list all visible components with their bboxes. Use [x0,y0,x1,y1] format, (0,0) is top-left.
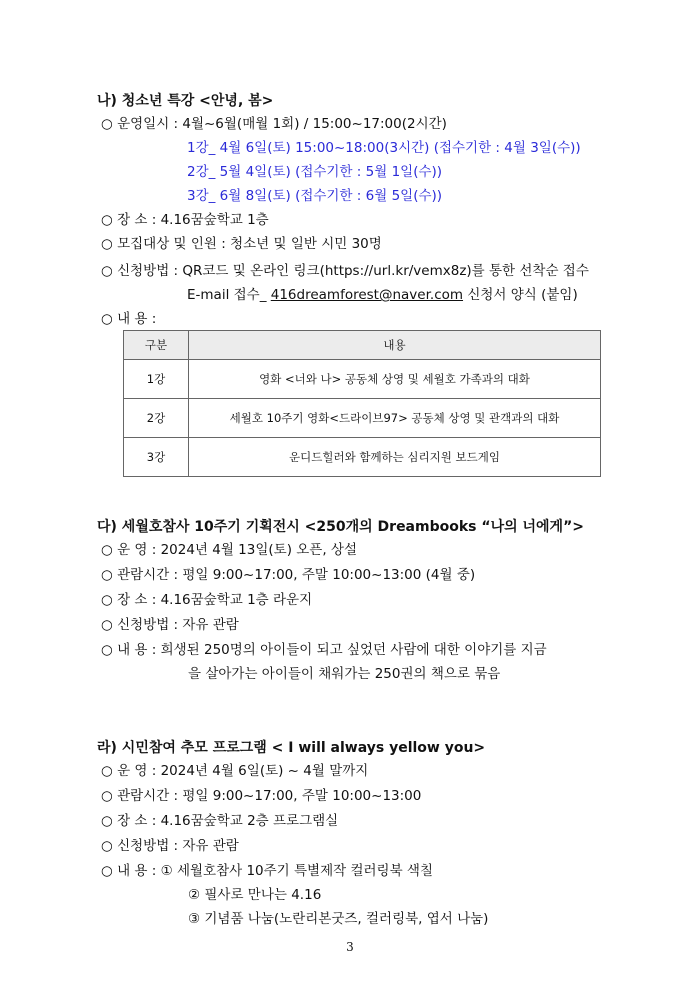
na-apply-line: ○ 신청방법 : QR코드 및 온라인 링크(https://url.kr/vemx8z)를 통한 선착순 접수 [101,263,589,279]
na-lecture-1: 1강_ 4월 6일(토) 15:00~18:00(3시간) (접수기한 : 4월 3일(수)) [187,140,581,156]
table-cell-content: 영화 <너와 나> 공동체 상영 및 세월호 가족과의 대화 [189,360,601,399]
table-row [124,438,601,477]
section-ra-heading: 라) 시민참여 추모 프로그램 < I will always yellow you> [97,740,486,756]
page-number: 3 [346,940,354,954]
da-apply-line: ○ 신청방법 : 자유 관람 [101,617,239,633]
na-lecture-2: 2강_ 5월 4일(토) (접수기한 : 5월 1일(수)) [187,164,443,180]
na-target-line: ○ 모집대상 및 인원 : 청소년 및 일반 시민 30명 [101,236,382,252]
ra-apply-line: ○ 신청방법 : 자유 관람 [101,838,239,854]
table-row [124,360,601,399]
na-content-table [123,330,601,477]
da-content-continued: 을 살아가는 아이들이 채워가는 250권의 책으로 묶음 [188,666,501,682]
na-email-link[interactable]: 416dreamforest@naver.com [270,287,464,303]
na-email-line [187,286,578,304]
da-hours-line: ○ 관람시간 : 평일 9:00~17:00, 주말 10:00~13:00 (4월 중) [101,567,476,583]
section-na-heading: 나) 청소년 특강 <안녕, 봄> [97,93,274,109]
table-header-content: 내용 [189,331,601,360]
na-schedule-line: ○ 운영일시 : 4월~6월(매월 1회) / 15:00~17:00(2시간) [101,116,447,132]
section-da-heading: 다) 세월호참사 10주기 기획전시 <250개의 Dreambooks “나의 너에게”> [97,519,584,535]
table-cell-content: 운디드힐러와 함께하는 심리지원 보드게임 [189,438,601,477]
table-row [124,399,601,438]
ra-operation-line: ○ 운 영 : 2024년 4월 6일(토) ~ 4월 말까지 [101,763,369,779]
na-email-prefix: E-mail 접수_ [187,287,271,303]
ra-content-line: ○ 내 용 : ① 세월호참사 10주기 특별제작 컬러링북 색칠 [101,863,434,879]
table-cell-category: 3강 [124,438,189,477]
da-operation-line: ○ 운 영 : 2024년 4월 13일(토) 오픈, 상설 [101,542,358,558]
na-email-suffix: 신청서 양식 (붙임) [463,287,578,303]
ra-location-line: ○ 장 소 : 4.16꿈숲학교 2층 프로그램실 [101,813,339,829]
na-location-line: ○ 장 소 : 4.16꿈숲학교 1층 [101,212,269,228]
na-content-label: ○ 내 용 : [101,311,157,327]
ra-content-item-3: ③ 기념품 나눔(노란리본굿즈, 컬러링북, 엽서 나눔) [188,911,489,927]
ra-hours-line: ○ 관람시간 : 평일 9:00~17:00, 주말 10:00~13:00 [101,788,422,804]
da-content-line: ○ 내 용 : 희생된 250명의 아이들이 되고 싶었던 사람에 대한 이야기를 지금 [101,642,547,658]
table-cell-content: 세월호 10주기 영화<드라이브97> 공동체 상영 및 관객과의 대화 [189,399,601,438]
table-header-row [124,331,601,360]
table-cell-category: 2강 [124,399,189,438]
table-header-category: 구분 [124,331,189,360]
ra-content-item-2: ② 필사로 만나는 4.16 [188,887,322,903]
da-location-line: ○ 장 소 : 4.16꿈숲학교 1층 라운지 [101,592,313,608]
na-lecture-3: 3강_ 6월 8일(토) (접수기한 : 6월 5일(수)) [187,188,443,204]
table-cell-category: 1강 [124,360,189,399]
